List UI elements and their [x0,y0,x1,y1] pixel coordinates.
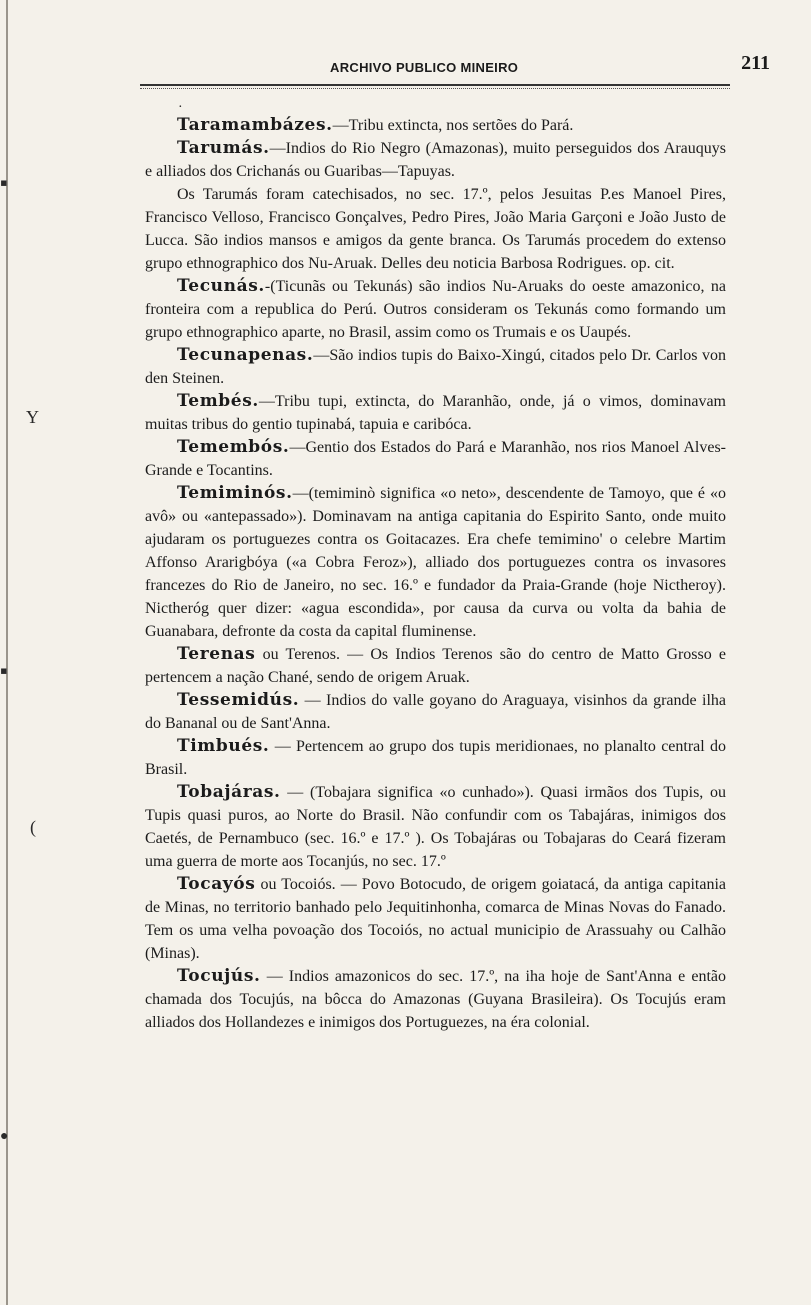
entry-term: Taramambázes. [177,115,333,135]
stray-dot: · [178,100,183,115]
margin-mark: ● [0,1129,9,1144]
entry-text: —Tribu extincta, nos sertões do Pará. [332,117,574,134]
entry-text: —Gentio dos Estados do Pará e Maranhão, nos rios Manoel Alves-Grande e Tocantins. [145,439,726,479]
entry-text: -(Ticunãs ou Tekunás) são indios Nu-Aruaks do oeste amazonico, na fronteira com a republica do Perú. Outros consideram os Tekunás como formando um grupo ethnographico aparte, no Brasil, assim como os Trumais e os Uaupés. [145,278,726,341]
entry-tembes [145,390,726,436]
entry-term: Tarumás. [177,138,270,158]
entry-text: — (Tobajara significa «o cunhado»). Quasi irmãos dos Tupis, ou Tupis quasi puros, ao Norte do Brasil. Não confundir com os Tabajáras, inimigos dos Caetés, de Pernambuco (sec. 16.º e 17.º ). Os Tobajáras ou Tobajaras do Ceará fizeram uma guerra de morte aos Tocanjús, no sec. 17.º [145,784,726,870]
entry-text: — Indios amazonicos do sec. 17.º, na iha hoje de Sant'Anna e então chamada dos Tocujús, na bôcca do Amazonas (Guyana Brasileira). Os Tocujús eram alliados dos Hollandezes e inimigos dos Portuguezes, na éra colonial. [145,968,727,1031]
margin-mark: ▪ [0,658,8,683]
entry-term: Temembós. [177,437,290,457]
margin-mark: ( [30,817,36,837]
entry-text: — Pertencem ao grupo dos tupis meridionaes, no planalto central do Brasil. [145,738,727,778]
entry-tarumas [145,137,726,183]
entry-term: Tobajáras. [177,782,281,802]
entry-text: —Tribu tupi, extincta, do Maranhão, onde, já o vimos, dominavam muitas tribus do gentio tupinabá, tapuia e caribóca. [145,393,726,433]
entry-tocujus [145,965,726,1034]
entry-tarumas-continued [145,183,726,275]
entry-tessemidus [145,689,726,735]
entry-text: Os Tarumás foram catechisados, no sec. 17.º, pelos Jesuitas P.es Manoel Pires, Francisco Velloso, Francisco Gonçalves, Pedro Pires, João Maria Garçoni e João Justo de Lucca. São indios mansos e amigos da gente branca. Os Tarumás procedem do extenso grupo ethnographico dos Nu-Aruak. Delles deu noticia Barbosa Rodrigues. op. cit. [145,186,726,272]
entry-tocayos [145,873,726,965]
entry-term: Tecunás. [177,276,265,296]
entry-tobajaras [145,781,726,873]
entry-timbues [145,735,726,781]
entry-term: Tessemidús. [177,690,300,710]
entry-term: Temiminós. [177,483,293,503]
page-header [130,52,770,82]
entry-text: ou Terenos. — Os Indios Terenos são do centro de Matto Grosso e pertencem a nação Chané, sendo de origem Aruak. [145,646,727,686]
entry-term: Tembés. [177,391,259,411]
entry-temiminos [145,482,726,643]
header-rule-dotted [140,88,730,89]
header-rule [140,84,730,86]
running-head: ARCHIVO PUBLICO MINEIRO [330,60,519,75]
entry-term: Tocujús. [177,966,261,986]
entry-text: —Indios do Rio Negro (Amazonas), muito perseguidos dos Arauquys e alliados dos Crichanás ou Guaribas—Tapuyas. [145,140,726,180]
entry-term: Timbués. [177,736,270,756]
entry-text: —(temiminò significa «o neto», descendente de Tamoyo, que é «o avô» ou «antepassado»). Dominavam na antiga capitania do Espirito Santo, onde muito ajudaram os portuguezes contra os Goitacazes. Era chefe temimino' o celebre Martim Affonso Ararigbóya («a Cobra Feroz»), alliado dos portuguezes contra os invasores francezes do Rio de Janeiro, no sec. 16.º e fundador da Praia-Grande (hoje Nictheroy). Nictheróg quer dizer: «agua escondida», por causa da curva ou volta da bahia de Guanabara, defronte da costa da capital fluminense. [145,485,726,640]
margin-mark: ▪ [0,170,8,195]
dictionary-entries [145,114,726,1034]
entry-tecunapenas [145,344,726,390]
entry-text: ou Tocoiós. — Povo Botocudo, de origem goiatacá, da antiga capitania de Minas, no territorio banhado pelo Jequitinhonha, comarca de Minas Novas do Fanado. Tem os uma velha povoação dos Tocoiós, no actual municipio de Arassuahy ou Calhão (Minas). [145,876,726,962]
page-gutter-edge [6,0,8,1305]
entry-term: Tecunapenas. [177,345,314,365]
entry-temembos [145,436,726,482]
entry-term: Terenas [177,644,256,664]
entry-term: Tocayós [177,874,256,894]
entry-taramambazes [145,114,726,137]
entry-text: —São indios tupis do Baixo-Xingú, citados pelo Dr. Carlos von den Steinen. [145,347,726,387]
margin-mark: Y [26,407,39,427]
entry-tecunas [145,275,726,344]
entry-terenas [145,643,726,689]
page-number: 211 [741,52,770,74]
entry-text: — Indios do valle goyano do Araguaya, visinhos da grande ilha do Bananal ou de Sant'Anna. [145,692,727,732]
